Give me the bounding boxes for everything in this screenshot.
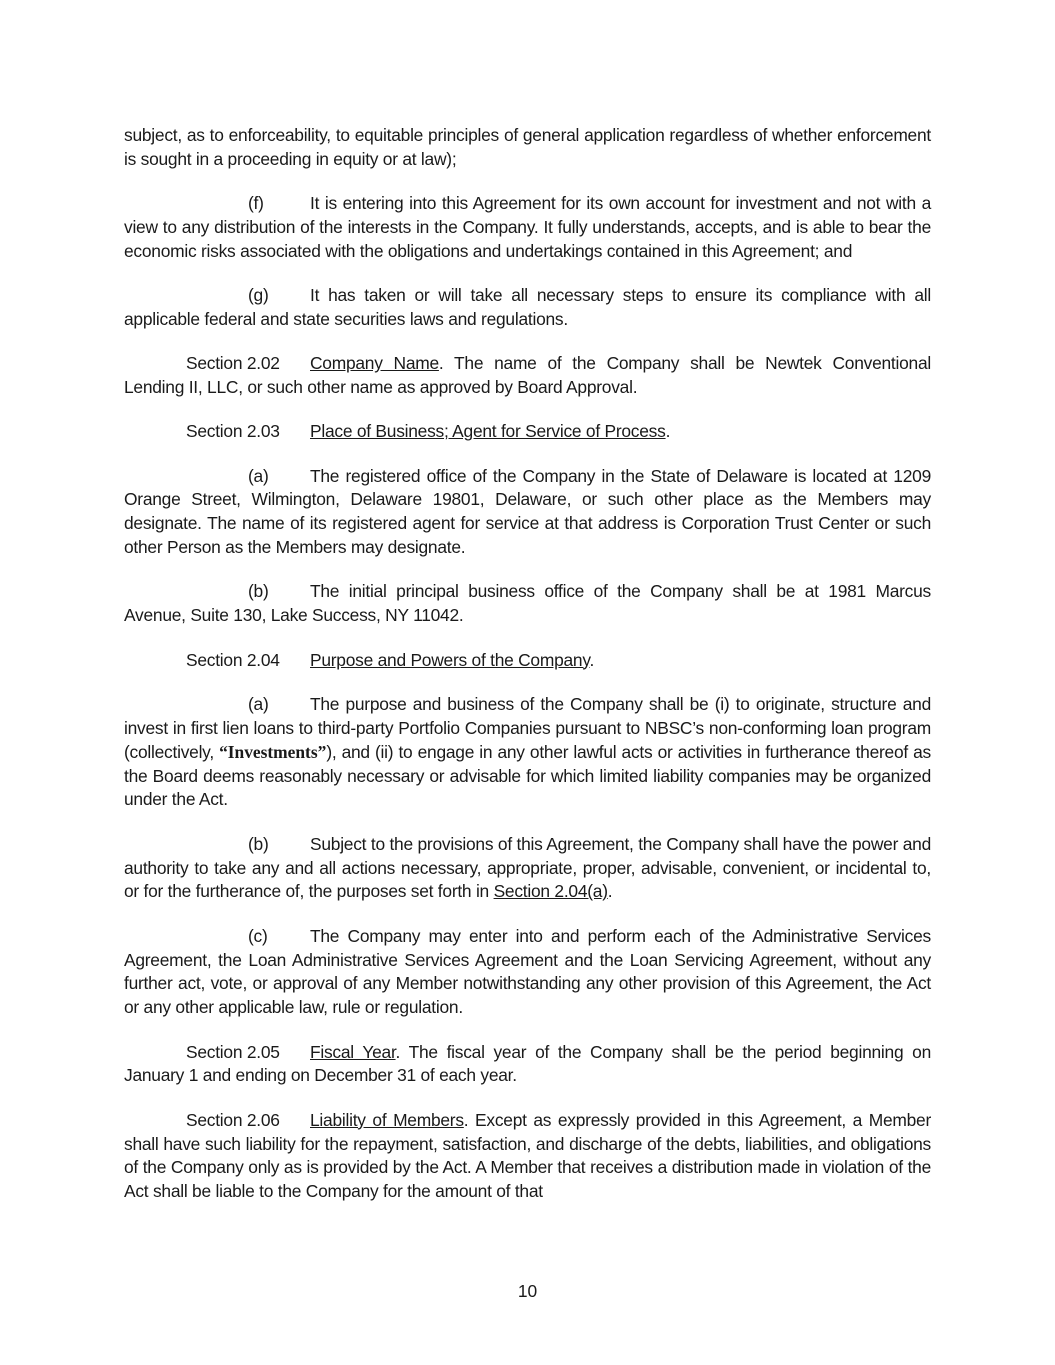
section-2-04 [124, 649, 931, 673]
section-2-04-a [124, 693, 931, 813]
section-2-02 [124, 352, 931, 400]
section-label: Section 2.06 [186, 1109, 280, 1130]
cross-reference-link[interactable]: Section 2.04(a) [493, 881, 608, 902]
section-text: . The name of the Company shall be Newtek Conventional Lending II, LLC, or such other name as approved by Board Approval. [124, 353, 931, 398]
clause-f [124, 192, 931, 264]
section-label: Section 2.04 [186, 649, 280, 670]
section-2-04-c [124, 925, 931, 1021]
clause-number: (b) [248, 581, 269, 602]
clause-text: Subject to the provisions of this Agreement, the Company shall have the power and authority to take any and all actions necessary, appropriate, proper, advisable, convenient, or incidental to, or for the furtherance of, the purposes set forth in [124, 833, 931, 902]
section-text: . Except as expressly provided in this Agreement, a Member shall have such liability for the repayment, satisfaction, and discharge of the debts, liabilities, and obligations of the Company only as is provided by the Act. A Member that receives a distribution made in violation of the Act shall be liable to the Company for the amount of that [124, 1109, 931, 1202]
section-2-03-a [124, 465, 931, 561]
section-2-04-b [124, 833, 931, 905]
clause-text: It has taken or will take all necessary steps to ensure its compliance with all applicable federal and state securities laws and regulations. [124, 285, 931, 330]
section-heading: Place of Business; Agent for Service of Process [310, 421, 666, 442]
section-heading: Purpose and Powers of the Company [310, 649, 590, 670]
clause-number: (c) [248, 925, 268, 946]
clause-text: The registered office of the Company in the State of Delaware is located at 1209 Orange Street, Wilmington, Delaware 19801, Delaware, or such other place as the Members may designate. The name of its registered agent for service at that address is Corporation Trust Center or such other Person as the Members may designate. [124, 465, 931, 558]
clause-number: (f) [248, 193, 264, 214]
paragraph-text: subject, as to enforceability, to equitable principles of general application regardless of whether enforcement is sought in a proceeding in equity or at law); [124, 125, 931, 169]
section-2-03 [124, 420, 931, 444]
clause-text: The initial principal business office of the Company shall be at 1981 Marcus Avenue, Suite 130, Lake Success, NY 11042. [124, 581, 931, 626]
clause-g [124, 284, 931, 332]
clause-text: It is entering into this Agreement for its own account for investment and not with a view to any distribution of the interests in the Company. It fully understands, accepts, and is able to bear the economic risks associated with the obligations and undertakings contained in this Agreement; and [124, 193, 931, 261]
clause-text-continued: ), and (ii) to engage in any other lawful acts or activities in furtherance thereof as the Board deems reasonably necessary or advisable for which limited liability companies may be organized under the Act. [124, 741, 931, 810]
section-label: Section 2.05 [186, 1041, 280, 1062]
page-number: 10 [517, 1281, 538, 1301]
clause-text: The Company may enter into and perform each of the Administrative Services Agreement, the Loan Administrative Services Agreement and the Loan Servicing Agreement, without any further act, vote, or approval of any Member notwithstanding any other provision of this Agreement, the Act or any other applicable law, rule or regulation. [124, 925, 931, 1018]
section-heading: Fiscal Year [310, 1041, 396, 1062]
clause-number: (a) [248, 465, 269, 486]
section-2-05 [124, 1041, 931, 1089]
section-heading: Liability of Members [310, 1109, 464, 1130]
clause-number: (a) [248, 693, 269, 714]
clause-number: (g) [248, 285, 269, 306]
clause-number: (b) [248, 833, 269, 854]
section-2-06 [124, 1109, 931, 1205]
section-label: Section 2.02 [186, 353, 280, 374]
clause-text: The purpose and business of the Company shall be (i) to originate, structure and invest in first lien loans to third-party Portfolio Companies pursuant to NBSC’s non-conforming loan program (collectively, [124, 693, 931, 762]
section-2-03-b [124, 580, 931, 628]
section-heading: Company Name [310, 353, 439, 374]
paragraph-continuation [124, 124, 931, 172]
clause-text-end: . [607, 881, 613, 902]
section-heading-period: . [665, 421, 671, 442]
section-text: . The fiscal year of the Company shall be the period beginning on January 1 and ending on December 31 of each year. [124, 1041, 931, 1086]
section-heading-period: . [589, 649, 595, 670]
document-body [124, 124, 931, 1204]
section-label: Section 2.03 [186, 421, 280, 442]
defined-term-investments: “Investments” [219, 741, 327, 762]
